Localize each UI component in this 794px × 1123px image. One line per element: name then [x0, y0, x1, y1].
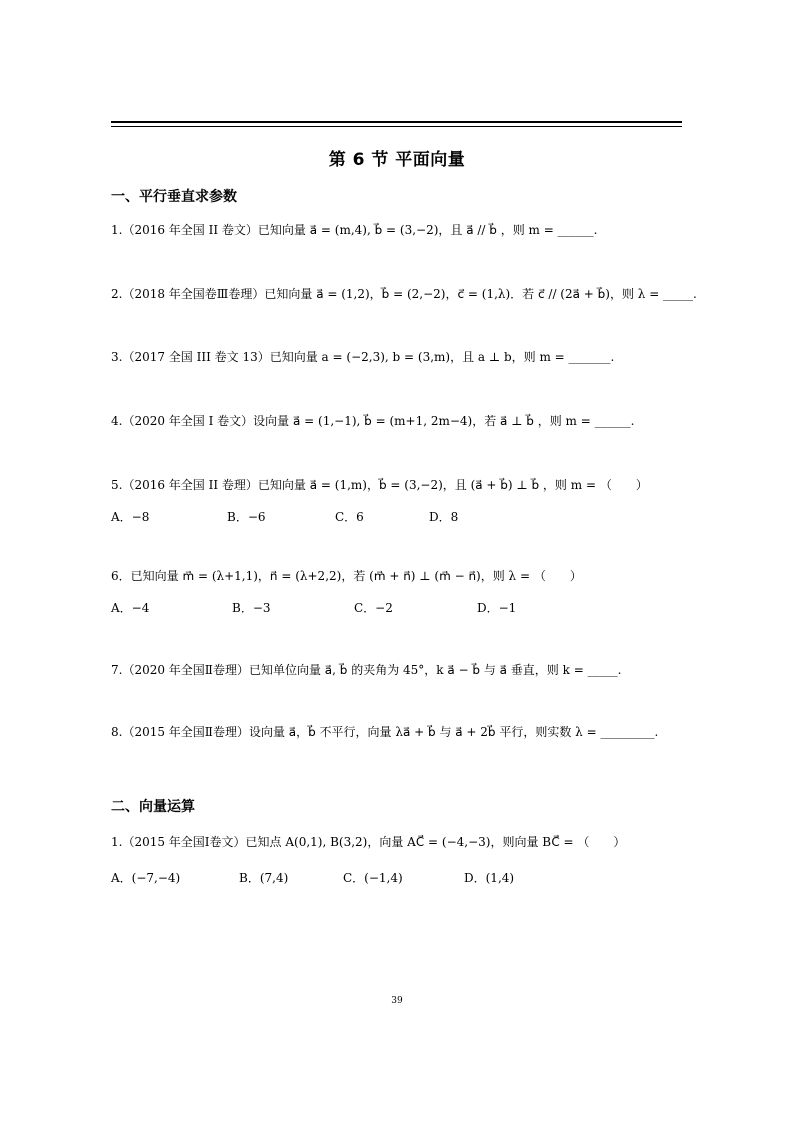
question-1-7: 7.（2020 年全国Ⅱ卷理）已知单位向量 a⃗, b⃗ 的夹角为 45°，k a⃗ − b⃗ 与 a⃗ 垂直，则 k = _____.: [111, 663, 622, 677]
question-1-1: 1.（2016 年全国 II 卷文）已知向量 a⃗ = (m,4), b⃗ = (3,−2)，且 a⃗ // b⃗ ，则 m = ______.: [111, 223, 598, 237]
header-rule-thin: [111, 126, 682, 127]
question-1-5: 5.（2016 年全国 II 卷理）已知向量 a⃗ = (1,m)，b⃗ = (3,−2)，且 (a⃗ + b⃗) ⊥ b⃗ ，则 m = （ ）: [111, 478, 648, 492]
question-2-1: 1.（2015 年全国Ⅰ卷文）已知点 A(0,1), B(3,2)，向量 AC⃗ = (−4,−3)，则向量 BC⃗ = （ ）: [111, 835, 626, 849]
option-d: D．−1: [477, 601, 517, 615]
question-1-4: 4.（2020 年全国 I 卷文）设向量 a⃗ = (1,−1), b⃗ = (m+1, 2m−4)，若 a⃗ ⊥ b⃗ ，则 m = ______.: [111, 414, 635, 428]
option-a: A．−4: [111, 601, 150, 615]
question-1-6-options: [111, 598, 711, 618]
option-d: D．(1,4): [464, 871, 515, 885]
option-c: C．(−1,4): [343, 871, 403, 885]
header-rule-thick: [111, 121, 682, 123]
option-c: C．6: [335, 510, 364, 524]
question-1-2: 2.（2018 年全国卷Ⅲ卷理）已知向量 a⃗ = (1,2)，b⃗ = (2,−2)，c⃗ = (1,λ)．若 c⃗ // (2a⃗ + b⃗)，则 λ = _____.: [111, 287, 697, 301]
question-1-8: 8.（2015 年全国Ⅱ卷理）设向量 a⃗，b⃗ 不平行，向量 λa⃗ + b⃗ 与 a⃗ + 2b⃗ 平行，则实数 λ = _________.: [111, 725, 659, 739]
option-b: B．−3: [232, 601, 271, 615]
page-title: 第 6 节 平面向量: [328, 150, 466, 170]
question-1-3: 3.（2017 全国 III 卷文 13）已知向量 a = (−2,3), b = (3,m)，且 a ⊥ b，则 m = _______.: [111, 350, 615, 364]
section-heading-1: 一、平行垂直求参数: [111, 189, 237, 205]
option-b: B．−6: [227, 510, 266, 524]
question-2-1-options: [111, 868, 711, 888]
option-a: A．(−7,−4): [111, 871, 181, 885]
question-1-6: 6．已知向量 m⃗ = (λ+1,1)，n⃗ = (λ+2,2)，若 (m⃗ + n⃗) ⊥ (m⃗ − n⃗)，则 λ = （ ）: [111, 569, 582, 583]
section-heading-2: 二、向量运算: [111, 799, 195, 815]
page-number: 39: [391, 996, 403, 1006]
option-b: B．(7,4): [239, 871, 289, 885]
question-1-5-options: [111, 507, 711, 527]
option-a: A．−8: [111, 510, 150, 524]
option-c: C．−2: [354, 601, 393, 615]
option-d: D．8: [429, 510, 459, 524]
